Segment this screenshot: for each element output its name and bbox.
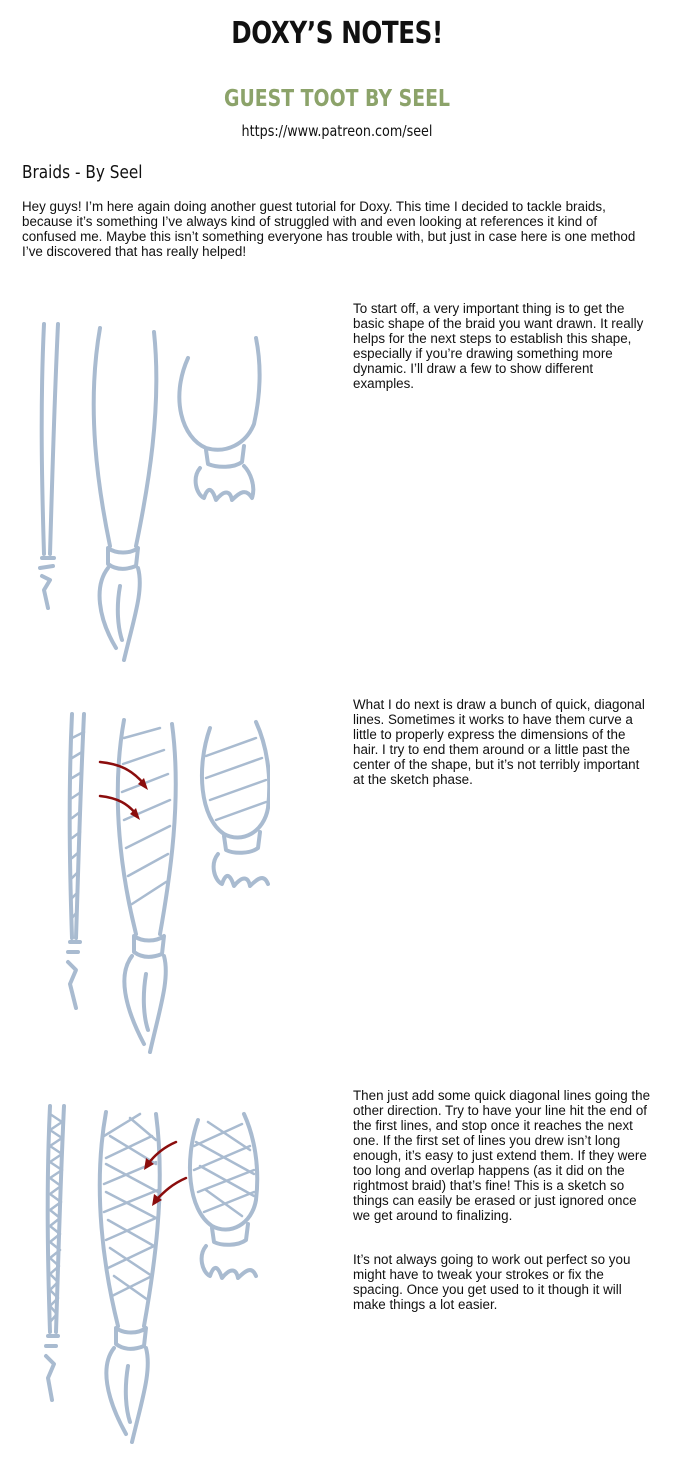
step-3-followup-text: It’s not always going to work out perfect so you might have to tweak your strokes or fix the spacing. Once you get used to it though it will make things a lot easier.	[353, 1252, 631, 1312]
braid-outline-illustration	[20, 318, 270, 678]
guest-subtitle: GUEST TOOT BY SEEL	[223, 86, 450, 112]
article-heading: Braids - By Seel	[22, 162, 143, 183]
braid-crossed-lines-illustration	[20, 1100, 270, 1455]
step-3-text: Then just add some quick diagonal lines going the other direction. Try to have your line hit the end of the first lines, and stop once it reaches the next one. If the first set of lines you drew isn’t long enough, it’s easy to just extend them. If they were too long and overlap happens (as it did on the rightmost braid) that’s fine! This is a sketch so things can easily be erased or just ignored once we get around to finalizing.	[353, 1088, 651, 1223]
patreon-link[interactable]: https://www.patreon.com/seel	[241, 122, 433, 140]
page-title: DOXY’S NOTES!	[231, 16, 443, 51]
step-1-text: To start off, a very important thing is to get the basic shape of the braid you want drawn. It really helps for the next steps to establish this shape, especially if you’re drawing something more dynamic. I’ll draw a few to show different examples.	[353, 301, 644, 391]
intro-paragraph: Hey guys! I’m here again doing another guest tutorial for Doxy. This time I decided to tackle braids, because it’s something I’ve always kind of struggled with and even looking at references it kind of confused me. Maybe this isn’t something everyone has trouble with, but just in case here is one method I’ve discovered that has really helped!	[22, 199, 636, 259]
step-2-text: What I do next is draw a bunch of quick, diagonal lines. Sometimes it works to have them curve a little to properly express the dimensions of the hair. I try to end them around or a little past the center of the shape, but it’s not terribly important at the sketch phase.	[353, 697, 645, 787]
braid-diagonal-lines-illustration	[20, 708, 270, 1068]
